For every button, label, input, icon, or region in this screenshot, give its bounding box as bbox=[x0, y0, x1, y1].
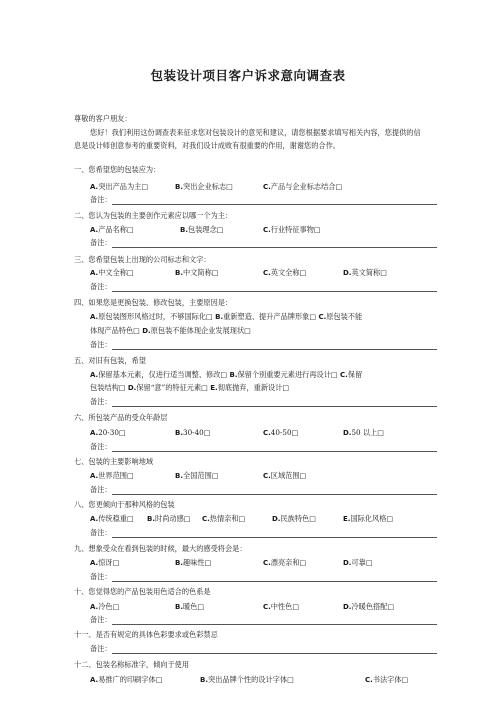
option-letter: D. bbox=[127, 384, 137, 392]
option-2-2 bbox=[180, 225, 224, 235]
option-6-1 bbox=[90, 428, 126, 437]
option-5-1 bbox=[90, 370, 229, 379]
option-10-2 bbox=[175, 602, 204, 612]
option-12-3 bbox=[365, 675, 408, 685]
option-text: 突出产品为主□ bbox=[98, 182, 149, 191]
option-letter: A. bbox=[90, 183, 99, 191]
option-text: 保留个别重要元素进行再设计□ bbox=[237, 370, 340, 379]
option-6-2 bbox=[175, 428, 211, 437]
note-line bbox=[112, 624, 437, 625]
note-label: 备注： bbox=[90, 572, 112, 581]
option-text: 惊讶□ bbox=[98, 558, 120, 567]
option-text: 书法字体□ bbox=[372, 675, 409, 684]
option-7-3 bbox=[263, 471, 306, 481]
option-text: 中文全称□ bbox=[98, 268, 134, 277]
option-text: 中性色□ bbox=[270, 602, 300, 611]
question-12: 十二、包装名称标准字，倾向于使用 bbox=[74, 660, 190, 669]
question-9: 九、想象受众在看到包装的时候，最大的感受将会是： bbox=[74, 544, 247, 553]
option-8-4 bbox=[272, 514, 316, 524]
option-letter: A. bbox=[90, 676, 99, 684]
option-text: 英文全称□ bbox=[270, 268, 307, 277]
option-3-4 bbox=[343, 268, 387, 278]
note-label: 备注： bbox=[90, 615, 112, 624]
option-text: 世界范围□ bbox=[98, 471, 134, 480]
option-text: 包装理念□ bbox=[188, 225, 224, 234]
option-text: 国际化风格□ bbox=[350, 514, 394, 523]
option-letter: A. bbox=[90, 515, 99, 523]
option-letter: B. bbox=[215, 313, 224, 321]
note-label: 备注： bbox=[90, 340, 112, 349]
option-text: 原包装不能 bbox=[326, 312, 363, 321]
option-1-3 bbox=[263, 182, 342, 192]
option-8-3 bbox=[202, 514, 245, 524]
question-2: 二、您认为包装的主要创作元素应以哪一个为主： bbox=[74, 211, 233, 220]
option-text: 体现产品特色□ bbox=[90, 326, 143, 335]
note-line bbox=[112, 406, 437, 407]
option-text: 冷色□ bbox=[98, 602, 120, 611]
option-12-2 bbox=[200, 675, 294, 685]
option-letter: E. bbox=[210, 384, 218, 392]
option-6-4 bbox=[343, 428, 384, 438]
intro-paragraph: 您好！我们利用这份调查表来征求您对包装设计的意见和建议，请您根据要求填写相关内容，您提供的信息是设计师创意参考的重要资料，对我们设计成败有很重要的作用，谢谢您的合作。 bbox=[74, 128, 421, 150]
option-text: 20-30□ bbox=[98, 428, 126, 437]
option-text: 保留 bbox=[347, 370, 363, 379]
option-10-3 bbox=[263, 602, 299, 612]
option-8-5 bbox=[343, 514, 393, 524]
option-text: 原包装图形风格过时，不够国际化□ bbox=[98, 312, 216, 321]
option-letter: C. bbox=[318, 313, 327, 321]
option-9-1 bbox=[90, 558, 119, 568]
question-3: 三、您希望包装上出现的公司标志和文字： bbox=[74, 255, 211, 264]
option-letter: C. bbox=[263, 226, 271, 234]
option-letter: B. bbox=[229, 371, 238, 379]
option-9-2 bbox=[175, 558, 211, 568]
option-letter: B. bbox=[175, 603, 183, 611]
option-letter: C. bbox=[263, 559, 271, 567]
note-line bbox=[112, 349, 437, 350]
option-10-1 bbox=[90, 602, 119, 612]
option-letter: A. bbox=[90, 226, 99, 234]
option-line-4-1 bbox=[90, 312, 435, 322]
option-letter: A. bbox=[90, 429, 99, 437]
option-12-1 bbox=[90, 675, 163, 685]
option-letter: A. bbox=[90, 313, 99, 321]
option-letter: A. bbox=[90, 371, 99, 379]
option-letter: B. bbox=[175, 269, 183, 277]
option-3-1 bbox=[90, 268, 134, 278]
option-text: 民族特色□ bbox=[280, 514, 317, 523]
option-text: 行业特征事物□ bbox=[270, 225, 321, 234]
option-line-4-2 bbox=[90, 326, 435, 336]
question-5: 五、对旧有包装，希望 bbox=[74, 356, 146, 365]
option-letter: C. bbox=[263, 603, 271, 611]
option-9-3 bbox=[263, 558, 306, 568]
option-letter: C. bbox=[263, 269, 271, 277]
option-text: 时尚动感□ bbox=[155, 514, 191, 523]
option-4-3 bbox=[318, 312, 362, 321]
note-label: 备注： bbox=[90, 528, 112, 537]
option-letter: D. bbox=[142, 327, 151, 335]
question-7: 七、包装的主要影响地域 bbox=[74, 457, 154, 466]
option-text: 重新塑造、提升产品牌形象□ bbox=[223, 312, 319, 321]
option-9-4 bbox=[343, 558, 373, 568]
option-3-2 bbox=[175, 268, 219, 278]
note-line bbox=[112, 204, 437, 205]
option-text: 包装结构□ bbox=[90, 383, 128, 392]
option-text: 40-50□ bbox=[270, 428, 299, 437]
option-text: 区域范围□ bbox=[270, 471, 307, 480]
note-label: 备注： bbox=[90, 195, 112, 204]
note-line bbox=[112, 494, 437, 495]
question-11: 十一、是否有规定的具体色彩要求或色彩禁忌 bbox=[74, 630, 218, 639]
option-2-3 bbox=[263, 225, 321, 235]
option-text: 传统稳重□ bbox=[98, 514, 134, 523]
note-line bbox=[112, 537, 437, 538]
option-text: 冷暖色搭配□ bbox=[351, 602, 395, 611]
option-text: 漂亮亲和□ bbox=[270, 558, 307, 567]
option-letter: B. bbox=[175, 429, 183, 437]
option-2-1 bbox=[90, 225, 134, 235]
option-7-2 bbox=[175, 471, 219, 481]
note-line bbox=[112, 451, 437, 452]
option-3-3 bbox=[263, 268, 306, 278]
option-letter: C. bbox=[340, 371, 348, 379]
option-text: 30-40□ bbox=[183, 428, 211, 437]
note-label: 备注： bbox=[90, 644, 112, 653]
option-letter: B. bbox=[147, 515, 155, 523]
option-7-1 bbox=[90, 471, 134, 481]
note-line bbox=[112, 291, 437, 292]
option-letter: B. bbox=[175, 472, 183, 480]
option-text: 突出品牌个性的设计字体□ bbox=[208, 675, 294, 684]
option-4-1 bbox=[90, 312, 215, 321]
option-text: 产品名称□ bbox=[98, 225, 134, 234]
option-text: 易推广的印刷字体□ bbox=[98, 675, 163, 684]
option-text: 保留“意”的特征元素□ bbox=[136, 383, 211, 392]
question-8: 八、您更倾向于那种风格的包装 bbox=[74, 500, 175, 509]
option-4-2 bbox=[142, 326, 251, 335]
option-text: 原包装不能体现企业发展现状□ bbox=[150, 326, 251, 335]
option-8-2 bbox=[147, 514, 191, 524]
page-title: 包装设计项目客户诉求意向调查表 bbox=[150, 68, 346, 83]
question-4: 四、如果您是更换包装、修改包装，主要原因是： bbox=[74, 298, 233, 307]
option-5-2 bbox=[128, 383, 210, 392]
option-line-5-1 bbox=[90, 370, 435, 380]
option-letter: D. bbox=[343, 559, 352, 567]
option-10-4 bbox=[343, 602, 394, 612]
option-text: 暖色□ bbox=[183, 602, 205, 611]
option-letter: C. bbox=[263, 429, 271, 437]
option-letter: D. bbox=[343, 603, 352, 611]
note-line bbox=[112, 653, 437, 654]
option-5-1 bbox=[90, 383, 128, 392]
option-letter: A. bbox=[90, 603, 99, 611]
note-line bbox=[112, 247, 437, 248]
option-text: 英文简称□ bbox=[351, 268, 388, 277]
option-letter: C. bbox=[263, 183, 271, 191]
note-line bbox=[112, 581, 437, 582]
option-letter: A. bbox=[90, 472, 99, 480]
note-label: 备注： bbox=[90, 442, 112, 451]
note-label: 备注： bbox=[90, 282, 112, 291]
option-letter: A. bbox=[90, 269, 99, 277]
option-5-3 bbox=[340, 370, 362, 379]
greeting: 尊敬的客户朋友： bbox=[74, 114, 132, 123]
option-letter: D. bbox=[343, 429, 352, 437]
option-letter: D. bbox=[272, 515, 281, 523]
question-1: 一、您希望您的包装应为： bbox=[74, 165, 161, 174]
option-4-2 bbox=[215, 312, 318, 321]
note-label: 备注： bbox=[90, 485, 112, 494]
option-1-2 bbox=[175, 182, 233, 192]
option-letter: C. bbox=[365, 676, 373, 684]
option-text: 保留基本元素，仅进行适当调整、修改□ bbox=[98, 370, 230, 379]
option-letter: A. bbox=[90, 559, 99, 567]
option-text: 50 以上□ bbox=[351, 428, 385, 437]
note-label: 备注： bbox=[90, 238, 112, 247]
option-text: 可靠□ bbox=[351, 558, 373, 567]
option-text: 趣味性□ bbox=[183, 558, 212, 567]
option-text: 热情亲和□ bbox=[209, 514, 246, 523]
option-text: 产品与企业标志结合□ bbox=[270, 182, 343, 191]
option-text: 彻底抛弃，重新设计□ bbox=[217, 383, 290, 392]
option-letter: C. bbox=[202, 515, 210, 523]
option-5-2 bbox=[229, 370, 340, 379]
option-6-3 bbox=[263, 428, 298, 437]
option-line-5-2 bbox=[90, 383, 435, 393]
option-letter: B. bbox=[200, 676, 208, 684]
option-letter: B. bbox=[180, 226, 188, 234]
option-text: 全国范围□ bbox=[183, 471, 219, 480]
note-label: 备注： bbox=[90, 397, 112, 406]
option-letter: B. bbox=[175, 183, 183, 191]
option-letter: B. bbox=[175, 559, 183, 567]
option-text: 突出企业标志□ bbox=[183, 182, 233, 191]
option-8-1 bbox=[90, 514, 134, 524]
option-4-1 bbox=[90, 326, 142, 335]
option-letter: E. bbox=[343, 515, 351, 523]
option-letter: D. bbox=[343, 269, 352, 277]
option-text: 中文简称□ bbox=[183, 268, 219, 277]
option-1-1 bbox=[90, 182, 148, 192]
option-letter: C. bbox=[263, 472, 271, 480]
option-5-3 bbox=[210, 383, 289, 392]
question-6: 六、所包装产品的受众年龄层 bbox=[74, 413, 168, 422]
question-10: 十、您觉得您的产品包装用色适合的色系是 bbox=[74, 587, 211, 596]
